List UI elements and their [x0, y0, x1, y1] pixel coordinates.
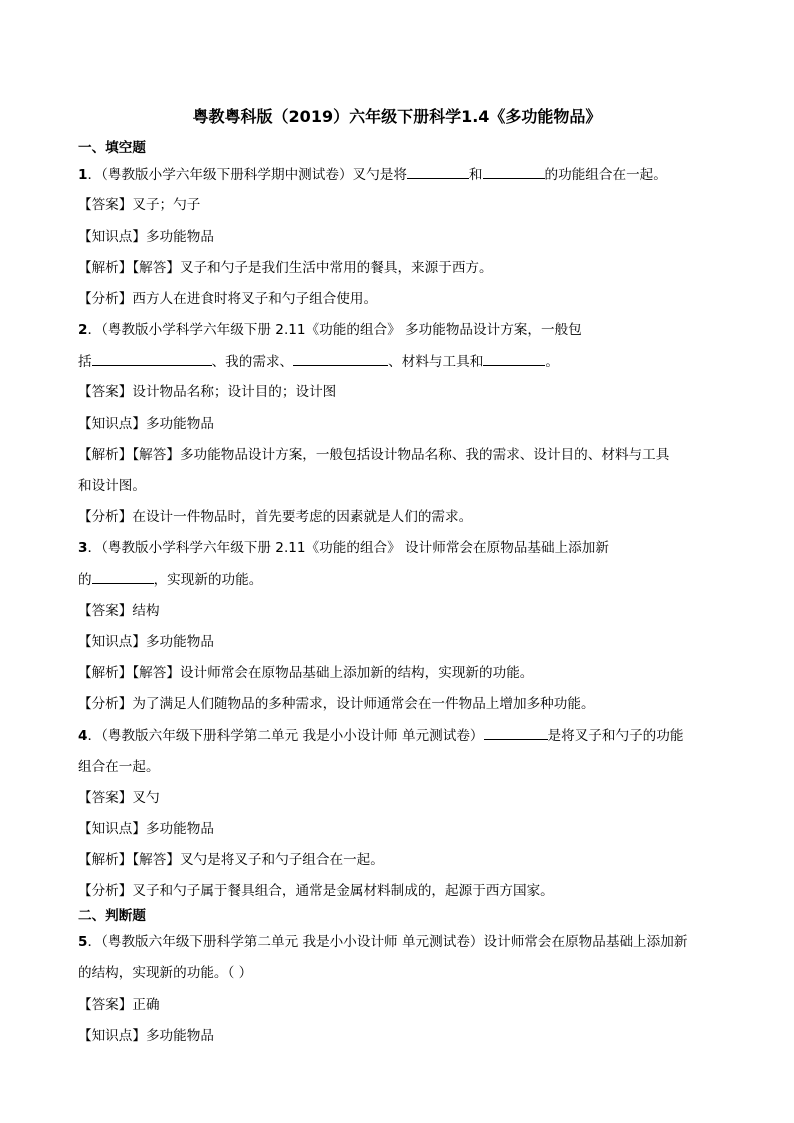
explanation-line: 【解析】【解答】设计师常会在原物品基础上添加新的结构，实现新的功能。 [78, 665, 534, 681]
answer-blank [483, 165, 545, 179]
question-4 [78, 726, 683, 745]
question-text: 的 [78, 572, 92, 588]
question-text: ．（粤教版六年级下册科学第二单元 我是小小设计师 单元测试卷）设计师常会在原物品基础上添加新 [87, 934, 688, 950]
question-3-continued [78, 570, 262, 589]
question-text: 、我的需求、 [211, 354, 294, 370]
answer-blank [92, 570, 154, 584]
knowledge-point-line: 【知识点】多功能物品 [78, 416, 214, 432]
answer-blank [293, 352, 388, 366]
question-text: ．（粤教版小学六年级下册科学期中测试卷）叉勺是将 [87, 167, 407, 183]
explanation-line: 【解析】【解答】叉子和勺子是我们生活中常用的餐具，来源于西方。 [78, 260, 493, 276]
section-heading-true-false: 二、判断题 [78, 908, 146, 924]
question-text: 的功能组合在一起。 [544, 167, 667, 183]
question-1 [78, 165, 667, 184]
answer-blank [92, 352, 212, 366]
section-heading-fill-in: 一、填空题 [78, 140, 146, 156]
analysis-line: 【分析】西方人在进食时将叉子和勺子组合使用。 [78, 291, 378, 307]
answer-blank [483, 352, 545, 366]
knowledge-point-line: 【知识点】多功能物品 [78, 821, 214, 837]
knowledge-point-line: 【知识点】多功能物品 [78, 229, 214, 245]
answer-line: 【答案】叉子；勺子 [78, 197, 201, 213]
question-2 [78, 321, 582, 339]
question-text: 是将叉子和勺子的功能 [547, 728, 684, 744]
analysis-line: 【分析】在设计一件物品时，首先要考虑的因素就是人们的需求。 [78, 509, 473, 525]
answer-line: 【答案】正确 [78, 997, 160, 1013]
question-text: ．（粤教版小学科学六年级下册 2.11《功能的组合》 多功能物品设计方案，一般包 [87, 322, 582, 338]
question-number: 2 [78, 322, 88, 338]
explanation-line: 【解析】【解答】多功能物品设计方案，一般包括设计物品名称、我的需求、设计目的、材料与工具 [78, 447, 670, 463]
question-5 [78, 933, 687, 951]
question-number: 4 [78, 728, 88, 744]
question-text: ，实现新的功能。 [153, 572, 263, 588]
answer-blank [407, 165, 469, 179]
knowledge-point-line: 【知识点】多功能物品 [78, 634, 214, 650]
answer-line: 【答案】叉勺 [78, 790, 160, 806]
question-text: 、材料与工具和 [388, 354, 484, 370]
analysis-line: 【分析】叉子和勺子属于餐具组合，通常是金属材料制成的，起源于西方国家。 [78, 883, 554, 899]
answer-blank [484, 726, 548, 740]
question-3 [78, 539, 609, 557]
question-text: ．（粤教版小学科学六年级下册 2.11《功能的组合》 设计师常会在原物品基础上添加新 [87, 540, 609, 556]
answer-line: 【答案】设计物品名称；设计目的；设计图 [78, 384, 337, 400]
question-number: 1 [78, 167, 88, 183]
explanation-line-continued: 和设计图。 [78, 478, 146, 494]
explanation-line: 【解析】【解答】叉勺是将叉子和勺子组合在一起。 [78, 852, 384, 868]
question-number: 5 [78, 934, 88, 950]
question-5-continued: 的结构，实现新的功能。（ ） [78, 965, 253, 981]
answer-line: 【答案】结构 [78, 603, 160, 619]
question-text: 括 [78, 354, 92, 370]
question-number: 3 [78, 540, 88, 556]
question-4-continued: 组合在一起。 [78, 759, 160, 775]
question-2-continued [78, 352, 559, 371]
question-text: 和 [468, 167, 483, 183]
question-text: ．（粤教版六年级下册科学第二单元 我是小小设计师 单元测试卷） [87, 728, 484, 744]
knowledge-point-line: 【知识点】多功能物品 [78, 1028, 214, 1044]
question-text: 。 [545, 354, 559, 370]
analysis-line: 【分析】为了满足人们随物品的多种需求，设计师通常会在一件物品上增加多种功能。 [78, 696, 595, 712]
document-title: 粤教粤科版（2019）六年级下册科学1.4《多功能物品》 [192, 107, 602, 126]
